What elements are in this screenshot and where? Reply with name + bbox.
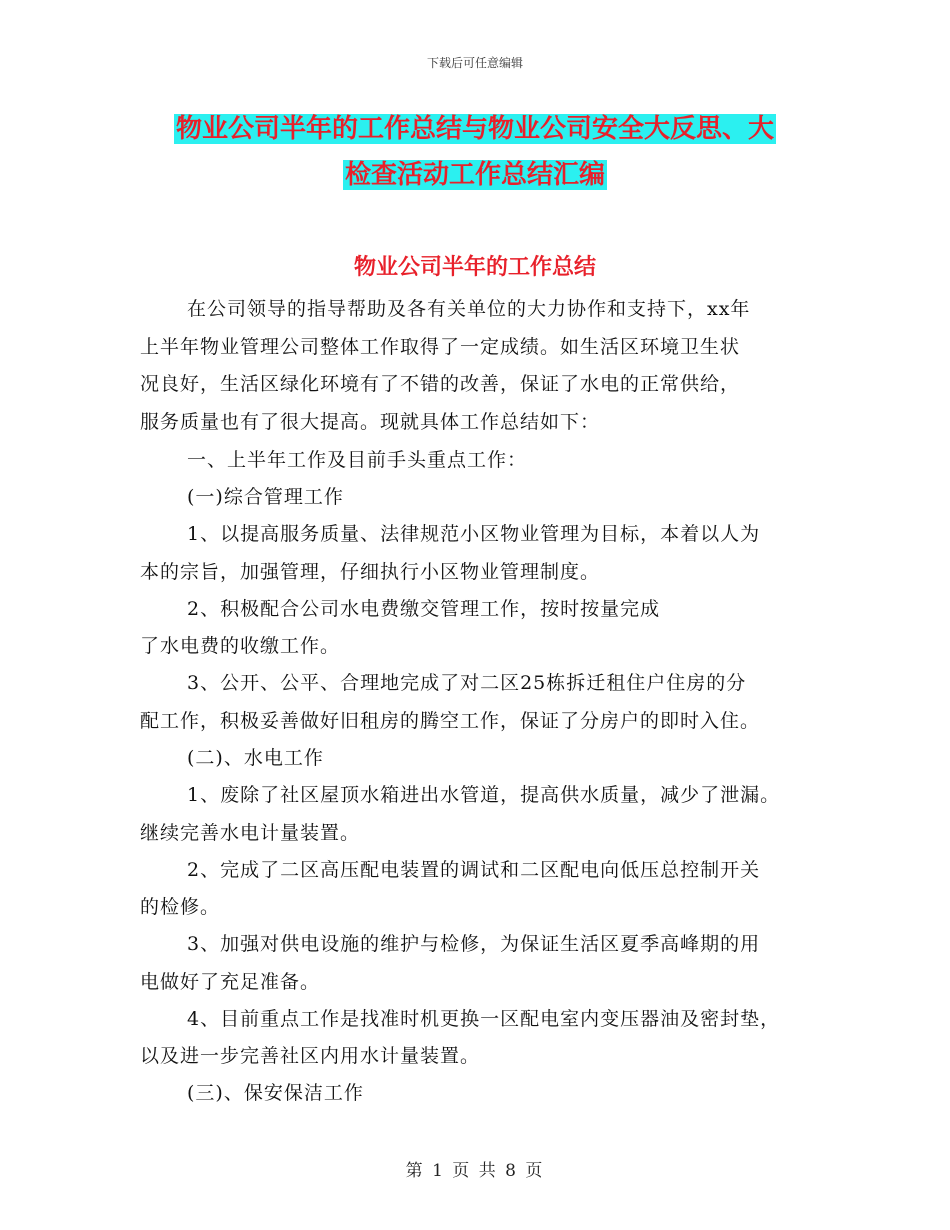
- document-title-line-2: 检查活动工作总结汇编: [344, 160, 605, 190]
- paragraph-line: 1、废除了社区屋顶水箱进出水管道，提高供水质量，减少了泄漏。: [187, 784, 781, 806]
- paragraph-line: 配工作，积极妥善做好旧租房的腾空工作，保证了分房户的即时入住。: [140, 710, 761, 732]
- paragraph-line: 1、以提高服务质量、法律规范小区物业管理为目标，本着以人为: [187, 523, 761, 545]
- header-note: 下载后可任意编辑: [426, 56, 523, 70]
- paragraph-line: 的检修。: [140, 896, 221, 918]
- section-heading: 一、上半年工作及目前手头重点工作：: [187, 449, 528, 471]
- paragraph-line: 继续完善水电计量装置。: [140, 822, 361, 844]
- paragraph-line: 3、加强对供电设施的维护与检修，为保证生活区夏季高峰期的用: [187, 933, 761, 955]
- document-title-line-1: 物业公司半年的工作总结与物业公司安全大反思、大: [175, 114, 774, 144]
- paragraph-line: 服务质量也有了很大提高。现就具体工作总结如下：: [140, 411, 601, 433]
- paragraph-line: 上半年物业管理公司整体工作取得了一定成绩。如生活区环境卫生状: [140, 336, 741, 358]
- subsection-heading: (一)综合管理工作: [187, 486, 344, 508]
- paragraph-line: 以及进一步完善社区内用水计量装置。: [140, 1045, 481, 1067]
- paragraph-line: 3、公开、公平、合理地完成了对二区25栋拆迁租住户住房的分: [187, 672, 747, 694]
- paragraph-line: 2、积极配合公司水电费缴交管理工作，按时按量完成: [187, 598, 661, 620]
- paragraph-line: 况良好，生活区绿化环境有了不错的改善，保证了水电的正常供给，: [140, 373, 741, 395]
- paragraph-line: 4、目前重点工作是找准时机更换一区配电室内变压器油及密封垫，: [187, 1008, 781, 1030]
- page-footer: 第 1 页 共 8 页: [405, 1161, 545, 1181]
- section-title: 物业公司半年的工作总结: [353, 255, 596, 280]
- subsection-heading: (二)、水电工作: [187, 747, 324, 769]
- paragraph-line: 电做好了充足准备。: [140, 971, 321, 993]
- paragraph-line: 了水电费的收缴工作。: [140, 635, 341, 657]
- paragraph-line: 2、完成了二区高压配电装置的调试和二区配电向低压总控制开关: [187, 859, 761, 881]
- paragraph-line: 在公司领导的指导帮助及各有关单位的大力协作和支持下，xx年: [187, 298, 751, 320]
- paragraph-line: 本的宗旨，加强管理，仔细执行小区物业管理制度。: [140, 561, 601, 583]
- subsection-heading: (三)、保安保洁工作: [187, 1082, 364, 1104]
